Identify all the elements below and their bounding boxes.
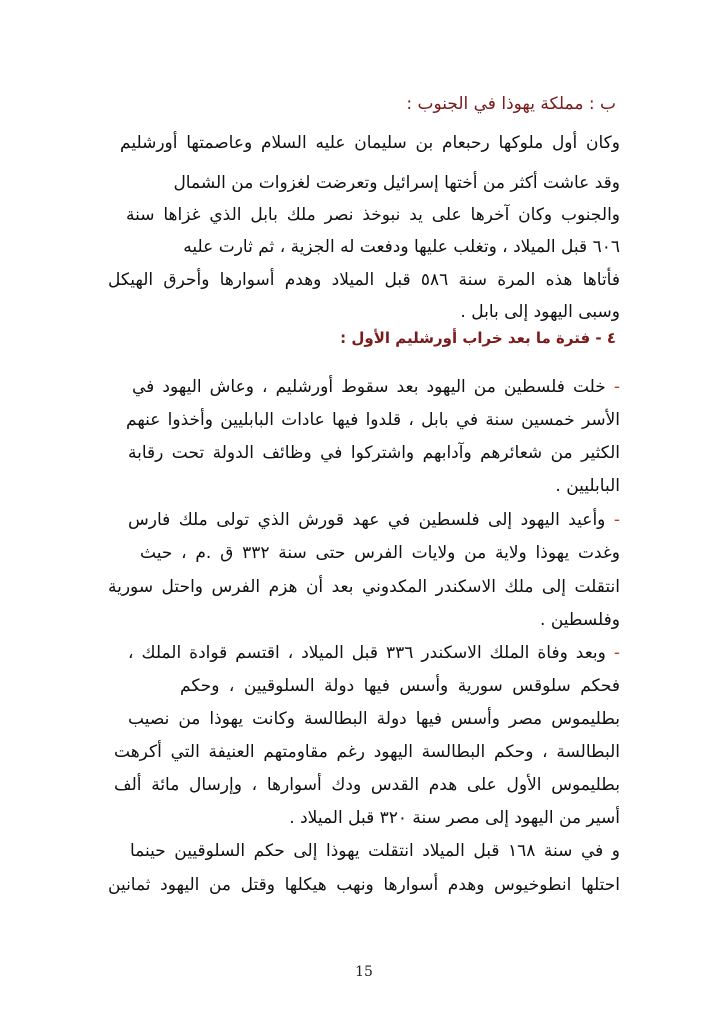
section-b-line-1: وكان أول ملوكها رحبعام بن سليمان عليه السلام وعاصمتها أورشليم <box>120 133 620 153</box>
paragraph-3-line-6: أسير من اليهود إلى مصر سنة ٣٢٠ قبل الميلاد . <box>289 808 620 828</box>
paragraph-2-line-1: وأعيد اليهود إلى فلسطين في عهد قورش الذي تولى ملك فارس <box>128 510 614 530</box>
paragraph-4-line-1: و في سنة ١٦٨ قبل الميلاد انتقلت يهوذا إلى حكم السلوقيين حينما <box>130 841 620 861</box>
paragraph-1-line-4: البابليين . <box>555 476 620 496</box>
paragraph-3-dash: - <box>613 643 620 663</box>
paragraph-2-line-2: وغدت يهوذا ولاية من ولايات الفرس حتى سنة ٣٣٢ ق .م ، حيث <box>140 543 621 563</box>
paragraph-3-line-1: وبعد وفاة الملك الاسكندر ٣٣٦ قبل الميلاد ، اقتسم قوادة الملك ، <box>128 643 614 663</box>
section-b-line-5: فأتاها هذه المرة سنة ٥٨٦ قبل الميلاد وهدم أسوارها وأحرق الهيكل <box>108 270 620 290</box>
paragraph-3-line-4: البطالسة ، وحكم البطالسة اليهود رغم مقاومتهم العنيفة التي أكرهت <box>114 742 620 762</box>
section-b-line-2: وقد عاشت أكثر من أختها إسرائيل وتعرضت لغزوات من الشمال <box>173 173 620 193</box>
paragraph-1-line-2: الأسر خمسين سنة في بابل ، قلدوا فيها عادات البابليين وأخذوا عنهم <box>126 410 620 430</box>
paragraph-1-dash: - <box>613 377 620 397</box>
section-b-line-3: والجنوب وكان آخرها على يد نبوخذ نصر ملك بابل الذي غزاها سنة <box>126 205 620 225</box>
paragraph-2-line-3: انتقلت إلى ملك الاسكندر المكدوني بعد أن هزم الفرس واحتل سورية <box>108 577 620 597</box>
section-b-heading: ب : مملكة يهوذا في الجنوب : <box>406 94 616 114</box>
paragraph-4-line-2: احتلها انطوخيوس وهدم أسوارها ونهب هيكلها وقتل من اليهود ثمانين <box>108 875 620 895</box>
section-4-heading: ٤ - فترة ما بعد خراب أورشليم الأول : <box>340 329 616 347</box>
paragraph-3-first-line <box>128 641 620 665</box>
page-number: 15 <box>355 964 373 980</box>
paragraph-2-dash: - <box>613 510 620 530</box>
paragraph-1-line-3: الكثير من شعائرهم وآدابهم واشتركوا في وظائف الدولة تحت رقابة <box>128 443 620 463</box>
section-b-line-4: ٦٠٦ قبل الميلاد ، وتغلب عليها ودفعت له الجزية ، ثم ثارت عليه <box>183 237 620 257</box>
paragraph-1-first-line <box>132 375 620 399</box>
paragraph-2-first-line <box>128 508 620 532</box>
paragraph-3-line-3: بطليموس مصر وأسس فيها دولة البطالسة وكانت يهوذا من نصيب <box>128 709 620 729</box>
paragraph-1-line-1: خلت فلسطين من اليهود بعد سقوط أورشليم ، وعاش اليهود في <box>132 377 614 397</box>
paragraph-3-line-5: بطليموس الأول على هدم القدس ودك أسوارها ، وإرسال مائة ألف <box>114 775 620 795</box>
paragraph-3-line-2: فحكم سلوقس سورية وأسس فيها دولة السلوقيين ، وحكم <box>180 676 620 696</box>
paragraph-2-line-4: وفلسطين . <box>540 610 620 630</box>
section-b-line-6: وسبى اليهود إلى بابل . <box>460 302 620 322</box>
